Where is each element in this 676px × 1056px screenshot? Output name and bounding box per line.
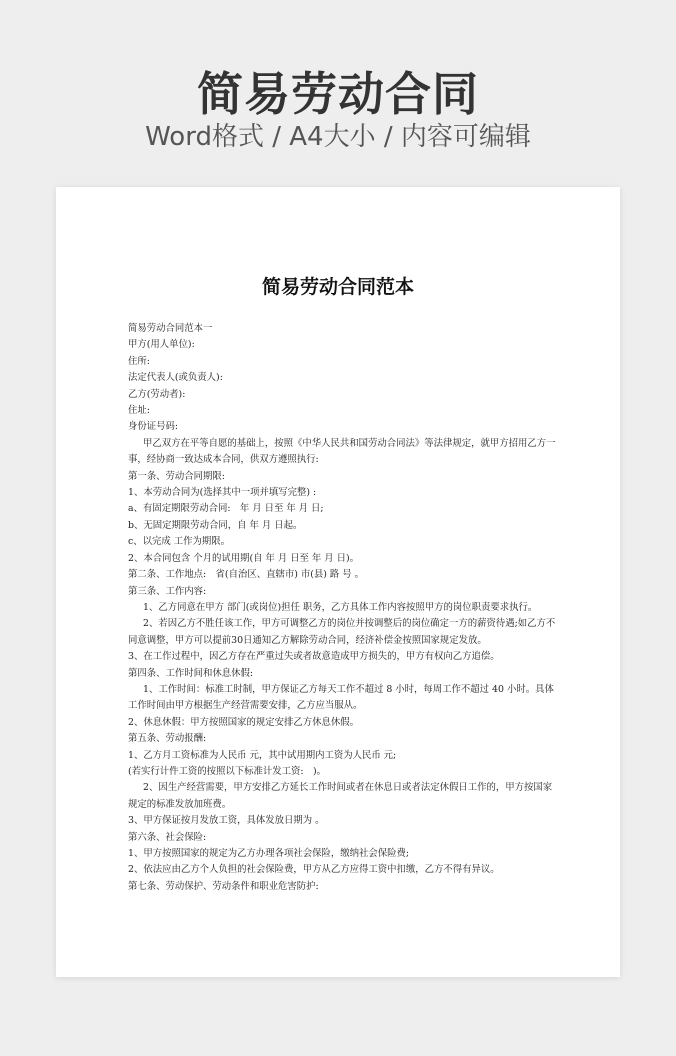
document-line: 1、本劳动合同为(选择其中一项并填写完整) : — [128, 487, 317, 499]
banner-subtitle: Word格式 / A4大小 / 内容可编辑 — [145, 122, 531, 152]
document-line: 住址: — [128, 405, 150, 417]
document-line: c、以完成 工作为期限。 — [128, 536, 230, 548]
document-body — [128, 321, 556, 895]
document-line: 2、本合同包含 个月的试用期(自 年 月 日至 年 月 日)。 — [128, 552, 360, 564]
document-line: b、无固定期限劳动合同，自 年 月 日起。 — [128, 519, 303, 531]
document-line: 甲方(用人单位): — [128, 339, 195, 351]
document-line: 第五条、劳动报酬: — [128, 733, 207, 745]
document-line: 2、因生产经营需要，甲方安排乙方延长工作时间或者在休息日或者法定休假日工作的，甲方按国家规定的标准发放加班费。 — [128, 782, 553, 810]
document-line: 3、甲方保证按月发放工资，具体发放日期为 。 — [128, 815, 325, 827]
document-line: 乙方(劳动者): — [128, 388, 186, 400]
document-line: 3、在工作过程中，因乙方存在严重过失或者故意造成甲方损失的，甲方有权向乙方追偿。 — [128, 651, 500, 663]
document-title: 简易劳动合同范本 — [261, 276, 414, 298]
document-line: 住所: — [128, 355, 150, 367]
document-line: 1、甲方按照国家的规定为乙方办理各项社会保险，缴纳社会保险费; — [128, 848, 410, 859]
document-line: 甲乙双方在平等自愿的基础上，按照《中华人民共和国劳动合同法》等法律规定，就甲方招用乙方一事，经协商一致达成本合同，供双方遵照执行: — [128, 437, 556, 466]
document-line: 第四条、工作时间和休息休假: — [128, 667, 254, 679]
document-line: 第一条、劳动合同期限: — [128, 470, 225, 482]
document-line: a、有固定期限劳动合同: 年 月 日至 年 月 日; — [128, 503, 324, 515]
document-line: 第七条、劳动保护、劳动条件和职业危害防护: — [128, 880, 319, 892]
document-line: 2、若因乙方不胜任该工作，甲方可调整乙方的岗位并按调整后的岗位确定一方的薪资待遇;如乙方不同意调整，甲方可以提前30日通知乙方解除劳动合同，经济补偿金按照国家规定发放。 — [128, 618, 556, 646]
document-line: 法定代表人(或负责人): — [128, 372, 223, 384]
document-line: 第六条、社会保险: — [128, 831, 207, 843]
document-line: 1、工作时间：标准工时制，甲方保证乙方每天工作不超过 8 小时，每周工作不超过 40 小时。具体工作时间由甲方根据生产经营需要安排，乙方应当服从。 — [128, 683, 554, 712]
document-line: 1、乙方月工资标准为人民币 元，其中试用期内工资为人民币 元; — [128, 749, 397, 761]
document-line: 2、依法应由乙方个人负担的社会保险费，甲方从乙方应得工资中扣缴，乙方不得有异议。 — [128, 864, 500, 876]
document-line: 身份证号码: — [128, 421, 179, 433]
document-page — [56, 187, 620, 977]
document-line: 2、休息休假：甲方按照国家的规定安排乙方休息休假。 — [128, 716, 359, 728]
document-line: 简易劳动合同范本一 — [128, 323, 213, 334]
document-line: 1、乙方同意在甲方 部门(或岗位)担任 职务，乙方具体工作内容按照甲方的岗位职责要求执行。 — [143, 601, 538, 613]
document-line: (若实行计件工资的按照以下标准计发工资: )。 — [128, 765, 326, 777]
banner-title: 简易劳动合同 — [197, 67, 479, 121]
document-line: 第二条、工作地点: 省(自治区、直辖市) 市(县) 路 号 。 — [128, 569, 364, 581]
document-line: 第三条、工作内容: — [128, 585, 207, 597]
